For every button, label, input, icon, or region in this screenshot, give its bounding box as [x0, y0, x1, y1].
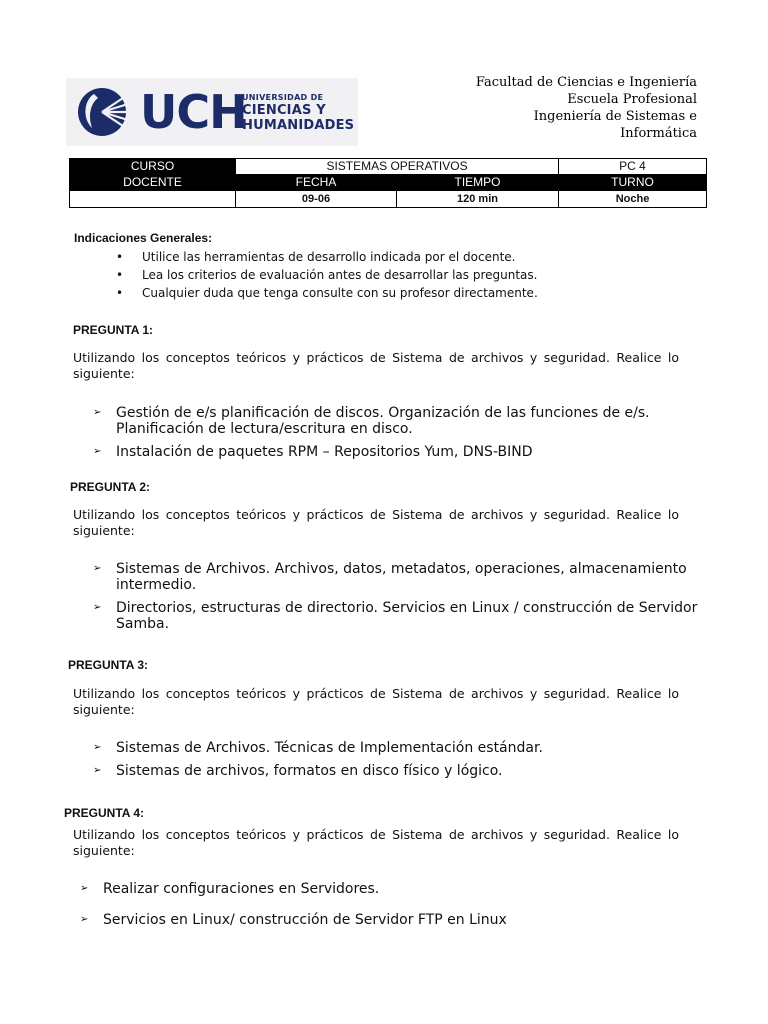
item-text: Gestión de e/s planificación de discos. Organización de las funciones de e/s. Planificación de lectura/escritura en disco.	[116, 405, 650, 437]
item-text: Sistemas de Archivos. Archivos, datos, metadatos, operaciones, almacenamiento intermedio.	[116, 561, 687, 593]
item-text: Realizar configuraciones en Servidores.	[103, 881, 380, 897]
item-text: Instalación de paquetes RPM – Repositorios Yum, DNS-BIND	[116, 444, 533, 460]
list-item	[93, 600, 708, 632]
tiempo-value: 120 min	[397, 191, 559, 208]
list-item	[116, 285, 538, 303]
arrow-bullet-icon: ➢	[93, 742, 102, 753]
docente-value	[70, 191, 236, 208]
curso-label: CURSO	[70, 159, 236, 175]
arrow-bullet-icon: ➢	[93, 407, 102, 418]
pregunta-1-items	[93, 405, 693, 460]
logo-line-1: UNIVERSIDAD DE	[242, 93, 324, 102]
list-item	[93, 740, 693, 756]
arrow-bullet-icon: ➢	[80, 914, 89, 925]
item-text: Sistemas de archivos, formatos en disco físico y lógico.	[116, 763, 503, 779]
arrow-bullet-icon: ➢	[93, 602, 102, 613]
university-logo	[66, 78, 358, 146]
bullet-icon: •	[116, 286, 124, 300]
fecha-label: FECHA	[236, 175, 397, 191]
indicacion-text: Cualquier duda que tenga consulte con su profesor directamente.	[142, 286, 538, 300]
pregunta-4-title: PREGUNTA 4:	[64, 806, 145, 820]
indicaciones-title: Indicaciones Generales:	[74, 231, 213, 245]
curso-value: SISTEMAS OPERATIVOS	[236, 159, 559, 175]
tiempo-label: TIEMPO	[397, 175, 559, 191]
list-item	[116, 249, 538, 267]
pregunta-1-body: Utilizando los conceptos teóricos y prácticos de Sistema de archivos y seguridad. Realice lo siguiente:	[73, 350, 679, 381]
item-text: Sistemas de Archivos. Técnicas de Implementación estándar.	[116, 740, 543, 756]
turno-value: Noche	[559, 191, 707, 208]
item-text: Servicios en Linux/ construcción de Servidor FTP en Linux	[103, 912, 507, 928]
list-item	[80, 912, 680, 928]
faculty-line: Facultad de Ciencias e Ingeniería	[475, 75, 697, 90]
arrow-bullet-icon: ➢	[93, 446, 102, 457]
turno-label: TURNO	[559, 175, 707, 191]
pregunta-4-items	[80, 881, 680, 928]
logo-line-2: CIENCIAS Y	[242, 103, 326, 118]
pregunta-4-body: Utilizando los conceptos teóricos y prácticos de Sistema de archivos y seguridad. Realice lo siguiente:	[73, 827, 679, 858]
indicaciones-list	[116, 249, 538, 303]
indicacion-text: Utilice las herramientas de desarrollo indicada por el docente.	[142, 250, 516, 264]
fecha-value: 09-06	[236, 191, 397, 208]
logo-acronym: UCH	[140, 85, 247, 139]
arrow-bullet-icon: ➢	[93, 765, 102, 776]
list-item	[93, 405, 693, 437]
pregunta-3-items	[93, 740, 693, 779]
list-item	[80, 881, 680, 897]
logo-university-name	[242, 94, 354, 132]
logo-line-3: HUMANIDADES	[242, 118, 355, 133]
uch-emblem-icon	[76, 86, 136, 138]
bullet-icon: •	[116, 268, 124, 282]
career-line-2: Informática	[620, 126, 697, 141]
pregunta-2-items	[93, 561, 708, 632]
indicacion-text: Lea los criterios de evaluación antes de desarrollar las preguntas.	[142, 268, 538, 282]
list-item	[93, 763, 693, 779]
list-item	[116, 267, 538, 285]
pregunta-3-body: Utilizando los conceptos teóricos y prácticos de Sistema de archivos y seguridad. Realice lo siguiente:	[73, 686, 679, 717]
pc-value: PC 4	[559, 159, 707, 175]
course-info-table	[69, 158, 706, 208]
list-item	[93, 444, 693, 460]
list-item	[93, 561, 708, 593]
pregunta-2-title: PREGUNTA 2:	[70, 480, 151, 494]
pregunta-2-body: Utilizando los conceptos teóricos y prácticos de Sistema de archivos y seguridad. Realice lo siguiente:	[73, 507, 679, 538]
item-text: Directorios, estructuras de directorio. Servicios en Linux / construcción de Servidor Samba.	[116, 600, 698, 632]
faculty-header	[476, 74, 697, 142]
school-line: Escuela Profesional	[567, 92, 697, 107]
pregunta-1-title: PREGUNTA 1:	[73, 323, 154, 337]
arrow-bullet-icon: ➢	[80, 883, 89, 894]
docente-label: DOCENTE	[70, 175, 236, 191]
pregunta-3-title: PREGUNTA 3:	[68, 658, 149, 672]
bullet-icon: •	[116, 250, 124, 264]
arrow-bullet-icon: ➢	[93, 563, 102, 574]
career-line-1: Ingeniería de Sistemas e	[533, 109, 697, 124]
